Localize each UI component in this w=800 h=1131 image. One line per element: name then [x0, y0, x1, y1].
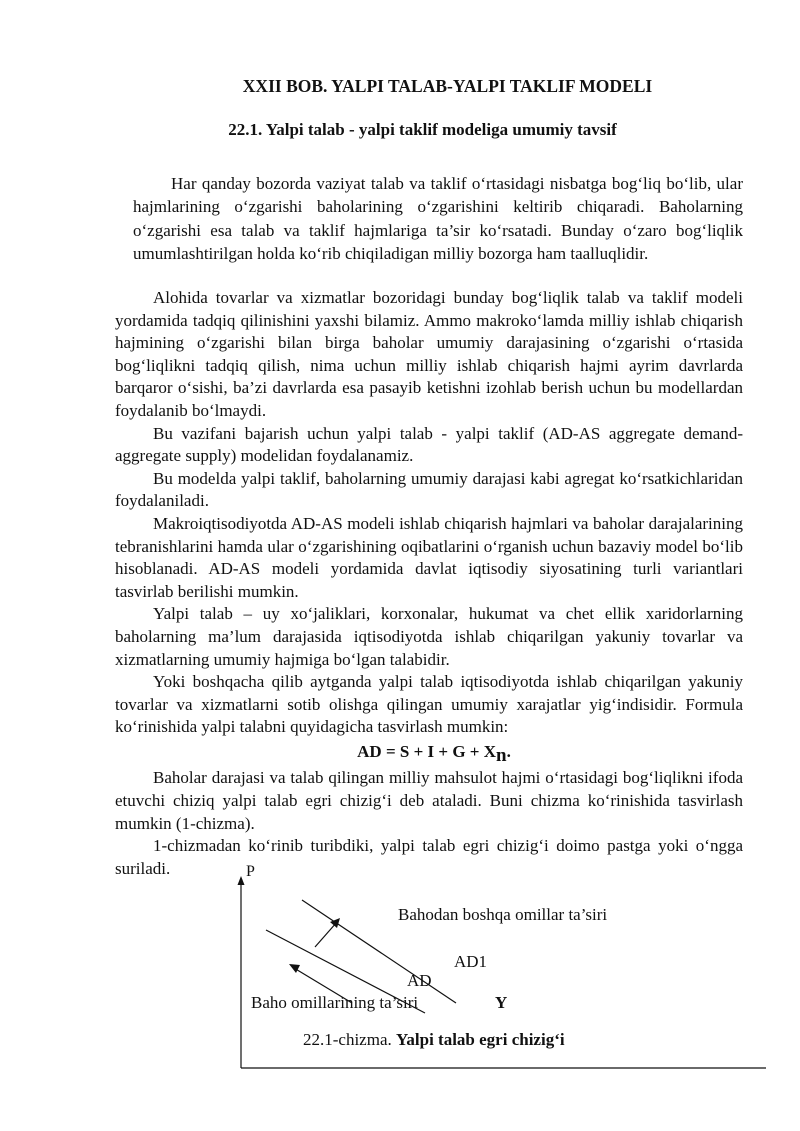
body-text [115, 287, 743, 880]
label-price-factors: Baho omillarining ta’siri [251, 993, 419, 1012]
paragraph: Yoki boshqacha qilib aytganda yalpi talab iqtisodiyotda ishlab chiqarilgan yakuniy tovarlar va xizmatlarni sotib olishga qilingan umumiy xarajatlar yig‘indisidir. Formula ko‘rinishida yalpi talabni quyidagicha tasvirlash mumkin: [115, 672, 743, 737]
label-other-factors: Bahodan boshqa omillar ta’siri [398, 905, 608, 924]
axis-label-y: Y [495, 993, 508, 1012]
curve-label-ad1: AD1 [454, 952, 488, 971]
formula [115, 741, 743, 764]
formula-end: . [506, 741, 511, 761]
figure-caption [303, 1030, 565, 1050]
axis-label-p: P [246, 863, 255, 880]
intro-paragraph: Har qanday bozorda vaziyat talab va taklif o‘rtasidagi nisbatga bog‘liq bo‘lib, ular hajmlarining o‘zgarishi baholarining o‘zgarishini keltirib chiqaradi. Baholarning o‘zgarishi esa talab va taklif hajmlariga ta’sir ko‘rsatadi. Bunday o‘zaro bog‘liqlik umumlashtirilgan holda ko‘rib chiqiladigan milliy bozorga ham taalluqlidir. [133, 174, 743, 264]
paragraph: 1-chizmadan ko‘rinib turibdiki, yalpi talab egri chizig‘i doimo pastga yoki o‘ngga suriladi. [115, 836, 743, 878]
demand-curve-figure [0, 860, 800, 1080]
paragraph: Makroiqtisodiyotda AD-AS modeli ishlab chiqarish hajmlari va baholar darajalarining tebranishlarini hamda ular o‘zgarishining oqibatlarini o‘rganish uchun bazaviy model bo‘lib hisoblanadi. AD-AS modeli yordamida davlat iqtisodiy siyosatining turli variantlari tasvirlab berilishi mumkin. [115, 513, 743, 601]
paragraph: Alohida tovarlar va xizmatlar bozoridagi bunday bog‘liqlik talab va taklif modeli yordamida tadqiq qilinishini yaxshi bilamiz. Ammo makroko‘lamda milliy ishlab chiqarish hajmining o‘zgarishi bilan birga baholar umumiy darajasining o‘zgarishi o‘rtasida bog‘liqlikni tadqiq qilish, nima uchun milliy ishlab chiqarish hajmi ayrim davrlarda barqaror o‘sishi, ba’zi davrlarda esa pasayib ketishni izohlab berish uchun bu modellardan foydalanib bo‘lmaydi. [115, 288, 743, 420]
caption-title: Yalpi talab egri chizig‘i [396, 1030, 565, 1049]
intro-block [133, 172, 743, 266]
movement-arrowhead [289, 964, 300, 973]
formula-main: AD = S + I + G + X [357, 741, 497, 761]
curve-label-ad: AD [407, 971, 432, 990]
paragraph: Bu vazifani bajarish uchun yalpi talab - yalpi taklif (AD-AS aggregate demand- aggregate supply) modelidan foydalanamiz. [115, 423, 743, 466]
caption-prefix: 22.1-chizma. [303, 1030, 396, 1049]
paragraph: Baholar darajasi va talab qilingan milliy mahsulot hajmi o‘rtasidagi bog‘liqlikni ifoda etuvchi chiziq yalpi talab egri chizig‘i deb ataladi. Buni chizma ko‘rinishida tasvirlash mumkin (1-chizma). [115, 768, 743, 833]
paragraph: Yalpi talab – uy xo‘jaliklari, korxonalar, hukumat va chet ellik xaridorlarning baholarning ma’lum darajasida iqtisodiyotda ishlab chiqarilgan yakuniy tovarlar va xizmatlarning umumiy hajmiga bo‘lgan talabidir. [115, 604, 743, 669]
chapter-title: XXII BOB. YALPI TALAB-YALPI TAKLIF MODELI [242, 76, 653, 96]
formula-subscript: n [496, 744, 507, 766]
paragraph: Bu modelda yalpi taklif, baholarning umumiy darajasi kabi agregat ko‘rsatkichlaridan foydalaniladi. [115, 468, 743, 511]
section-title: 22.1. Yalpi talab - yalpi taklif modeliga umumiy tavsif [228, 120, 617, 139]
y-axis-arrowhead [238, 876, 245, 885]
shift-arrow [315, 922, 337, 947]
